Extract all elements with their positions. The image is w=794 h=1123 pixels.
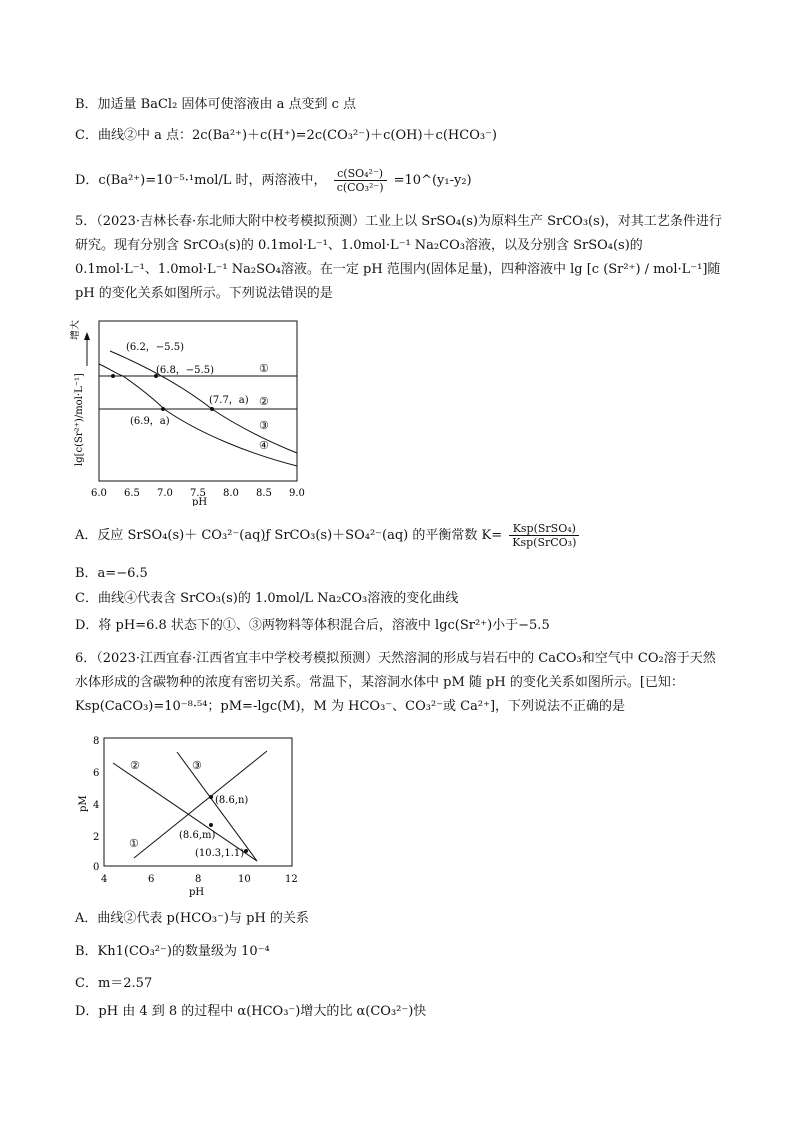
- pm-ytick: 2: [93, 832, 100, 843]
- q4-option-d-fraction: [334, 167, 387, 194]
- sr-point-6.2: [111, 374, 115, 378]
- pm-xtick: 12: [285, 874, 298, 885]
- sr-series-label-1: ①: [259, 362, 269, 375]
- sr-xtick: 6.5: [124, 488, 140, 499]
- pm-xtick: 10: [238, 874, 251, 885]
- sr-series-label-2: ②: [259, 395, 269, 408]
- q6-option-a: A．曲线②代表 p(HCO₃⁻)与 pH 的关系: [75, 911, 309, 926]
- pm-xtick: 6: [148, 874, 155, 885]
- pm-series-label-2: ②: [130, 759, 140, 772]
- q6-option-b: B．Kh1(CO₃²⁻)的数量级为 10⁻⁴: [75, 944, 270, 959]
- q5-option-a: [75, 522, 582, 549]
- sr-xtick: 8.0: [223, 488, 239, 499]
- q5-option-a-text: A．反应 SrSO₄(s)＋ CO₃²⁻(aq)ƒ SrCO₃(s)＋SO₄²⁻(aq) 的平衡常数 K=: [75, 528, 503, 543]
- sr-annot-2: (6.8，−5.5): [156, 365, 214, 376]
- sr-chart-y-arrow-head: [84, 332, 90, 340]
- q5-option-a-denominator: Ksp(SrCO₃): [512, 536, 577, 549]
- pm-series-label-1: ①: [129, 837, 139, 850]
- q6-option-c: C．m＝2.57: [75, 976, 153, 991]
- pm-ylabel: pM: [78, 795, 89, 812]
- sr-ylabel: lg[c(Sr²⁺)/mol·L⁻¹]: [74, 373, 85, 466]
- q6-option-d: D．pH 由 4 到 8 的过程中 α(HCO₃⁻)增大的比 α(CO₃²⁻)快: [75, 1004, 427, 1019]
- pm-chart: [75, 730, 300, 900]
- pm-annot-10.3: (10.3,1.1): [195, 848, 245, 859]
- pm-point-10.3: [244, 849, 248, 853]
- q5-stem: 5．（2023·吉林长春·东北师大附中校考模拟预测）工业上以 SrSO₄(s)为原料生产 SrCO₃(s)，对其工艺条件进行研究。现有分别含 SrCO₃(s)的 0.1mol·L⁻¹、1.0mol·L⁻¹ Na₂CO₃溶液，以及分别含 SrSO₄(s)的 0.1mol·L⁻¹、1.0mol·L⁻¹ Na₂SO₄溶液。在一定 pH 范围内(固体足量)，四种溶液中 lg [c (Sr²⁺) / mol·L⁻¹]随 pH 的变化关系如图所示。下列说法错误的是: [75, 214, 722, 301]
- sr-point-7.7: [210, 407, 214, 411]
- sr-chart: [70, 316, 320, 506]
- q4-option-d: [75, 167, 472, 194]
- sr-series-label-3: ③: [259, 419, 269, 432]
- sr-xtick: 9.0: [289, 488, 305, 499]
- pm-ytick: 6: [93, 768, 100, 779]
- q5-option-a-numerator: Ksp(SrSO₄): [509, 522, 579, 536]
- q4-option-d-numerator: c(SO₄²⁻): [334, 167, 387, 181]
- sr-xtick: 6.0: [91, 488, 107, 499]
- sr-series-label-4: ④: [259, 439, 269, 452]
- sr-xtick: 7.5: [190, 488, 206, 499]
- q6-stem: 6．（2023·江西宜春·江西省宜丰中学校考模拟预测）天然溶洞的形成与岩石中的 CaCO₃和空气中 CO₂溶于天然水体形成的含碳物种的浓度有密切关系。常温下，某溶洞水体中 pM 随 pH 的变化关系如图所示。[已知：Ksp(CaCO₃)=10⁻⁸·⁵⁴；pM=-lgc(M)，M 为 HCO₃⁻、CO₃²⁻或 Ca²⁺]，下列说法不正确的是: [75, 651, 716, 714]
- pm-ytick: 8: [93, 736, 100, 747]
- pm-ytick: 0: [93, 862, 100, 873]
- pm-annot-m: (8.6,m): [179, 830, 216, 841]
- q4-option-c: C．曲线②中 a 点：2c(Ba²⁺)＋c(H⁺)=2c(CO₃²⁻)＋c(OH)＋c(HCO₃⁻): [75, 128, 497, 143]
- pm-xticks: [101, 874, 298, 885]
- sr-annot-1: (6.2，−5.5): [126, 342, 184, 353]
- sr-annot-3: (7.7，a): [209, 395, 249, 406]
- q4-option-d-denominator: c(CO₃²⁻): [336, 181, 384, 194]
- q5-option-c: C．曲线④代表含 SrCO₃(s)的 1.0mol/L Na₂CO₃溶液的变化曲线: [75, 591, 459, 606]
- pm-annot-n: (8.6,n): [215, 795, 249, 806]
- pm-point-n: [209, 795, 213, 799]
- q4-option-b: B．加适量 BaCl₂ 固体可使溶液由 a 点变到 c 点: [75, 97, 356, 112]
- pm-xtick: 8: [195, 874, 202, 885]
- q5-option-d: D．将 pH=6.8 状态下的①、③两物料等体积混合后，溶液中 lgc(Sr²⁺)小于−5.5: [75, 618, 550, 633]
- pm-ytick: 4: [93, 800, 100, 811]
- q4-option-d-text: D．c(Ba²⁺)=10⁻⁵·¹mol/L 时，两溶液中，: [75, 173, 327, 188]
- q4-option-d-exponent: =10^(y₁-y₂): [393, 173, 472, 188]
- sr-xtick: 7.0: [157, 488, 173, 499]
- sr-yarrow-label: 增大: [70, 320, 81, 340]
- pm-xlabel: pH: [189, 887, 205, 898]
- pm-yticks: [93, 736, 99, 873]
- q5-option-a-fraction: [509, 522, 579, 549]
- sr-point-6.9: [161, 407, 165, 411]
- sr-annot-4: (6.9，a): [130, 416, 170, 427]
- pm-xtick: 4: [101, 874, 108, 885]
- q5-option-b: B．a=−6.5: [75, 566, 148, 581]
- pm-point-m: [209, 823, 213, 827]
- pm-series-label-3: ③: [192, 759, 202, 772]
- sr-xlabel: pH: [192, 497, 208, 506]
- sr-xtick: 8.5: [256, 488, 272, 499]
